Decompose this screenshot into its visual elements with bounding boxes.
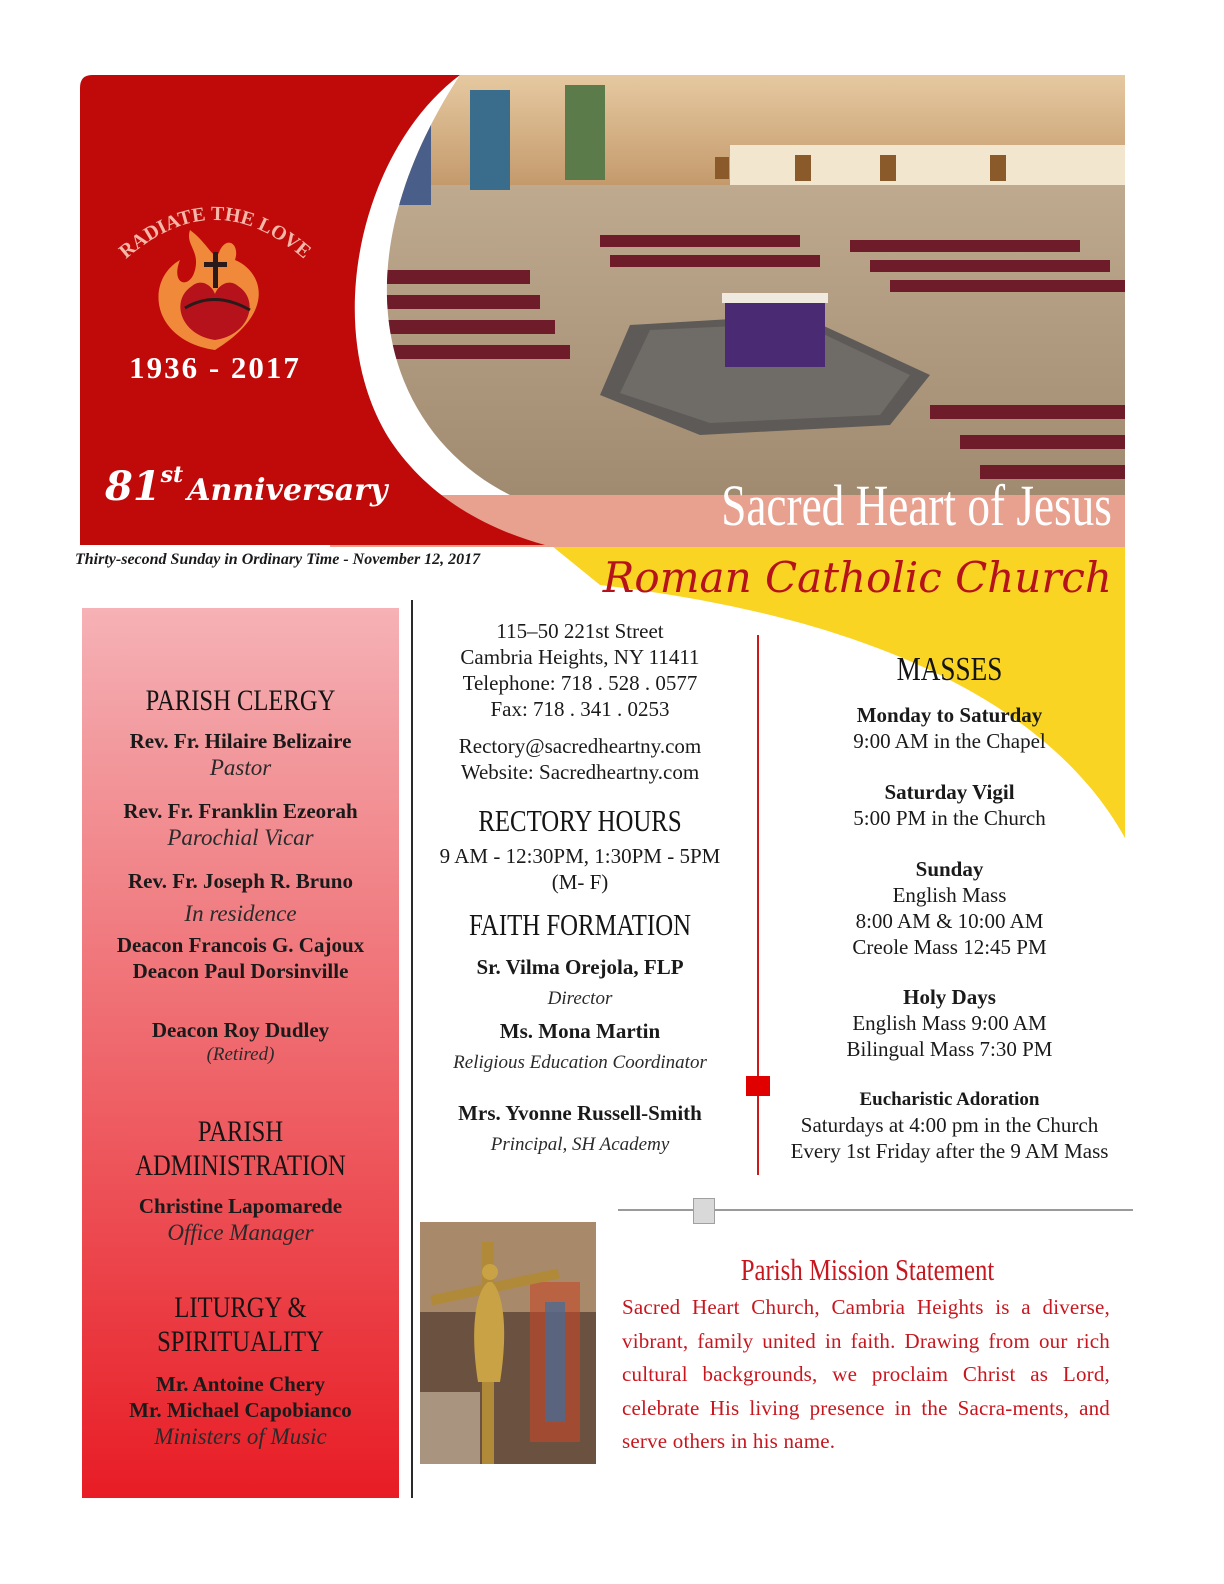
church-name: Sacred Heart of Jesus [721,473,1112,538]
liturgical-date: Thirty-second Sunday in Ordinary Time - November 12, 2017 [75,551,481,568]
mass-time: English Mass 9:00 AM [852,1011,1047,1035]
deacon-name: Deacon Francois G. Cajoux [116,933,365,957]
mass-time: 8:00 AM & 10:00 AM [855,909,1044,933]
mission-statement-text: Sacred Heart Church, Cambria Heights is a diverse, vibrant, family united in faith. Drawing from our rich cultural backgrounds, we proclaim Christ as Lord, celebrate His living presence in the Sacra-ments, and serve others in his name. [622,1295,1110,1453]
adoration-heading: Eucharistic Adoration [859,1089,1040,1110]
address-city: Cambria Heights, NY 11411 [460,645,700,669]
faith-formation-name: Sr. Vilma Orejola, FLP [476,955,684,979]
anniversary-label [105,462,387,510]
anniversary-number: 81 [105,463,161,510]
music-minister-role: Ministers of Music [154,1424,327,1449]
deacon-name: Deacon Roy Dudley [151,1018,330,1042]
deacon-role: (Retired) [206,1044,275,1065]
sidebar-staff-panel [82,608,399,1498]
music-minister-name: Mr. Michael Capobianco [129,1398,352,1422]
church-interior-photo [330,75,1125,495]
red-square-marker [746,1076,770,1096]
masses-heading: MASSES [896,651,1003,688]
music-minister-name: Mr. Antoine Chery [156,1372,325,1396]
anniversary-years: 1936 - 2017 [129,350,301,385]
mass-time: English Mass [892,883,1007,907]
mass-time: Bilingual Mass 7:30 PM [846,1037,1053,1061]
adoration-time: Saturdays at 4:00 pm in the Church [800,1113,1099,1137]
faith-formation-role: Director [547,988,613,1009]
radiate-the-love-seal [100,190,330,370]
faith-formation-heading: FAITH FORMATION [468,907,692,942]
anniversary-suffix: st [160,462,184,488]
address-street: 115–50 221st Street [496,619,664,643]
rectory-hours: 9 AM - 12:30PM, 1:30PM - 5PM [439,844,721,868]
clergy-role: Parochial Vicar [167,825,314,850]
rectory-days: (M- F) [551,870,609,894]
rule-marker [693,1198,715,1224]
mass-time: 9:00 AM in the Chapel [853,729,1046,753]
mass-day-heading: Monday to Saturday [856,703,1043,727]
svg-text:RADIATE THE LOVE: RADIATE THE LOVE [114,202,316,264]
website: Website: Sacredheartny.com [460,760,700,784]
liturgy-heading: LITURGY & SPIRITUALITY [157,1291,324,1358]
mass-day-heading: Holy Days [903,985,996,1009]
faith-formation-role: Religious Education Coordinator [453,1052,707,1073]
rectory-hours-heading: RECTORY HOURS [478,803,682,838]
email: Rectory@sacredheartny.com [458,734,702,758]
anniversary-word: Anniversary [187,473,388,508]
crucifix-photo [420,1222,596,1464]
mass-day-heading: Saturday Vigil [884,780,1015,804]
parish-administration-heading: PARISH ADMINISTRATION [135,1115,346,1182]
church-subtitle: Roman Catholic Church [602,553,1112,602]
contact-column [420,618,740,1159]
parish-clergy-heading: PARISH CLERGY [145,684,336,717]
admin-name: Christine Lapomarede [138,1194,343,1218]
admin-role: Office Manager [167,1220,314,1245]
deacon-name: Deacon Paul Dorsinville [132,959,349,983]
telephone: Telephone: 718 . 528 . 0577 [462,671,698,695]
mission-statement-heading: Parish Mission Statement [740,1252,995,1287]
column-divider [411,600,413,1498]
masses-schedule [772,650,1127,1164]
clergy-role: In residence [184,901,297,926]
clergy-name: Rev. Fr. Hilaire Belizaire [129,729,352,753]
faith-formation-role: Principal, SH Academy [490,1134,670,1155]
fax: Fax: 718 . 341 . 0253 [490,697,670,721]
flaming-heart-icon [158,230,258,350]
mass-time: Creole Mass 12:45 PM [852,935,1047,959]
mass-day-heading: Sunday [915,857,984,881]
adoration-time: Every 1st Friday after the 9 AM Mass [790,1139,1109,1163]
clergy-name: Rev. Fr. Franklin Ezeorah [123,799,358,823]
faith-formation-name: Mrs. Yvonne Russell-Smith [458,1101,702,1125]
mass-time: 5:00 PM in the Church [853,806,1046,830]
clergy-role: Pastor [209,755,272,780]
faith-formation-name: Ms. Mona Martin [499,1019,661,1043]
clergy-name: Rev. Fr. Joseph R. Bruno [127,869,353,893]
